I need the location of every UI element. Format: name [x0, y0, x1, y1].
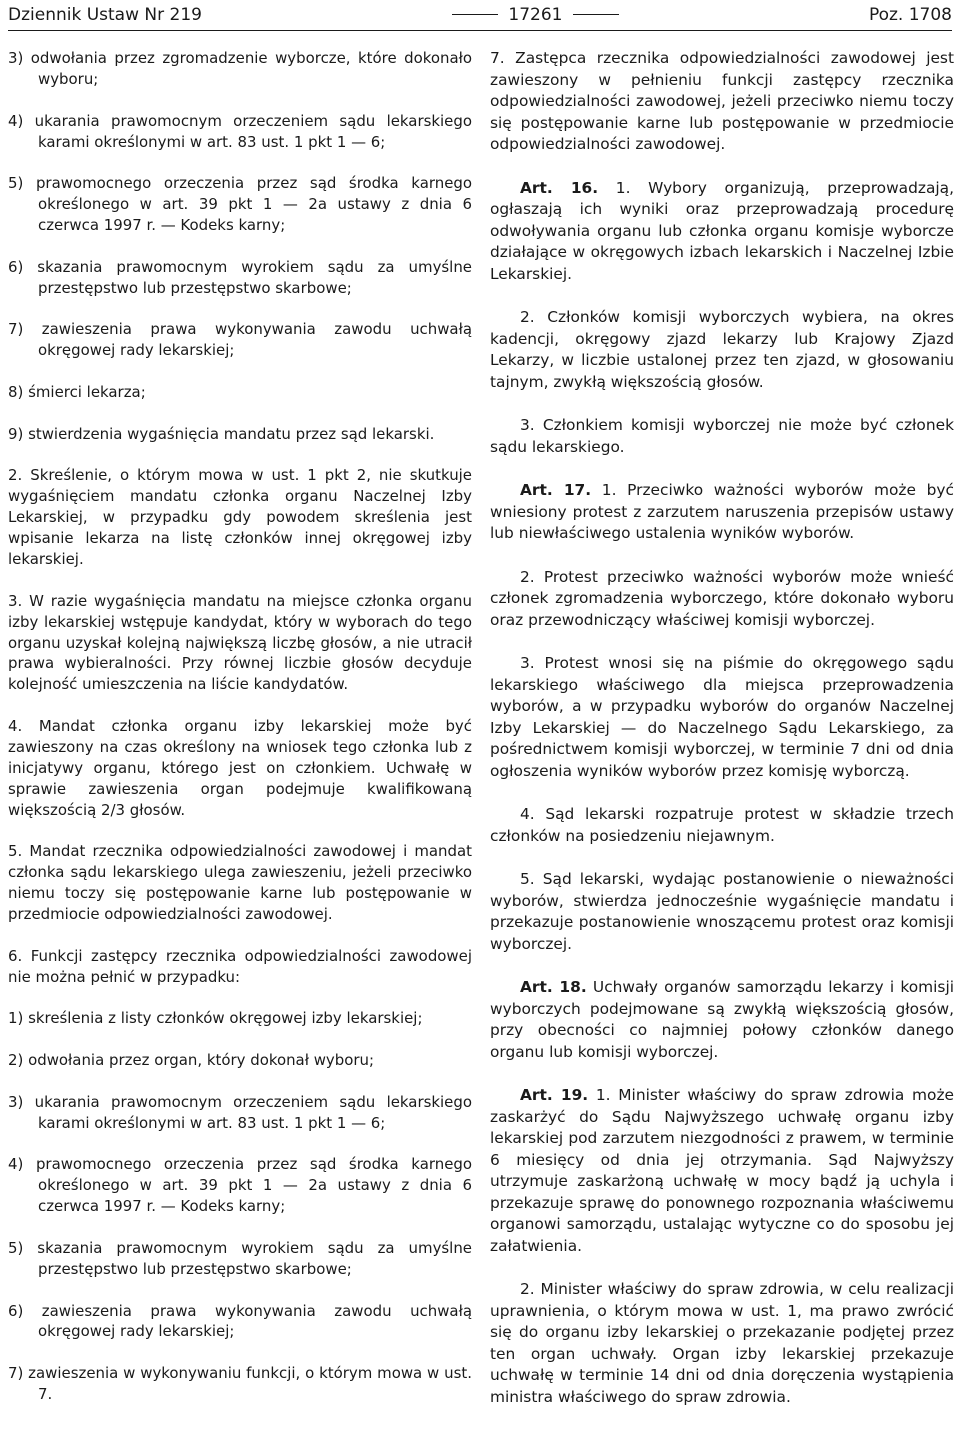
list-item [8, 424, 472, 445]
paragraph-text: 5. Mandat rzecznika odpowiedzialności zawodowej i mandat członka sądu lekarskiego ulega zawieszeniu, jeżeli przeciwko niemu toczy się postępowanie karne lub postępowanie w przedmiocie odpowiedzialności zawodowej. [8, 842, 472, 924]
paragraph-text: 3) odwołania przez zgromadzenie wyborcze, które dokonało wyboru; [8, 49, 472, 88]
paragraph [490, 567, 954, 632]
paragraph-text: 5. Sąd lekarski, wydając postanowienie o nieważności wyborów, stwierdza jednocześnie wygaśnięcie mandatu i przekazuje postanowienie wnoszącemu protest oraz komisji wyborczej. [490, 870, 954, 953]
list-item [8, 173, 472, 236]
page-number-dash-left [452, 14, 498, 15]
paragraph-text: 2. Skreślenie, o którym mowa w ust. 1 pkt 2, nie skutkuje wygaśnięciem mandatu członka organu Naczelnej Izby Lekarskiej, w przypadku gdy powodem skreślenia jest wpisanie lekarza na listę członków innej okręgowej izby lekarskiej. [8, 466, 472, 568]
paragraph-text: 9) stwierdzenia wygaśnięcia mandatu przez sąd lekarski. [8, 424, 435, 443]
paragraph-text: 5) skazania prawomocnym wyrokiem sądu za umyślne przestępstwo lub przestępstwo skarbowe; [8, 1238, 472, 1278]
list-item [8, 1301, 472, 1343]
paragraph [490, 869, 954, 955]
paragraph [490, 653, 954, 782]
paragraph-text: 4) prawomocnego orzeczenia przez sąd środka karnego określonego w art. 39 pkt 1 — 2a ustawy z dnia 6 czerwca 1997 r. — Kodeks karny; [8, 1155, 472, 1216]
list-item [8, 1092, 472, 1134]
paragraph [490, 1085, 954, 1257]
paragraph-text: 3. Protest wnosi się na piśmie do okręgowego sądu lekarskiego właściwego dla miejsca przeprowadzenia wyborów, a w przypadku wyborów do organów Naczelnej Izby Lekarskiej — do Naczelnego Sądu Lekarskiego, za pośrednictwem komisji wyborczej, w terminie 7 dni od dnia ogłoszenia wyników wyborów przez komisję wyborczą. [490, 654, 954, 780]
paragraph [8, 591, 472, 696]
paragraph-text: 1. Przeciwko ważności wyborów może być wniesiony protest z zarzutem naruszenia przepisów ustawy lub niewłaściwego ustalenia wyników wyborów. [490, 481, 954, 542]
paragraph-text: 4. Mandat członka organu izby lekarskiej może być zawieszony na czas określony na wniosek tego członka lub z inicjatywy organu, którego jest on członkiem. Uchwałę w sprawie zawieszenia organ podejmuje kwalifikowaną większością 2/3 głosów. [8, 717, 472, 819]
list-item [8, 1363, 472, 1405]
list-item [8, 319, 472, 361]
paragraph-text: 1. Minister właściwy do spraw zdrowia może zaskarżyć do Sądu Najwyższego uchwałę organu izby lekarskiej pod zarzutem niezgodności z prawem, w terminie 6 miesięcy od dnia jej otrzymania. Sąd Najwyższy utrzymuje zaskarżoną uchwałę w mocy bądź ją uchyla i przekazuje sprawę do ponownego rozpoznania właściwemu organowi samorządu, ustalając wytyczne co do sposobu jej załatwienia. [490, 1086, 954, 1255]
article-number: Art. 17. [520, 481, 592, 499]
paragraph-text: 2. Członków komisji wyborczych wybiera, na okres kadencji, okręgowy zjazd lekarzy lub Krajowy Zjazd Lekarzy, w liczbie ustalonej przez ten zjazd, w głosowaniu tajnym, zwykłą większością głosów. [490, 308, 954, 391]
page-number: 17261 [508, 4, 563, 25]
paragraph [490, 415, 954, 458]
paragraph-text: Uchwały organów samorządu lekarzy i komisji wyborczych podejmowane są zwykłą większością głosów, przy obecności co najmniej połowy członków danego organu lub komisji wyborczej. [490, 978, 955, 1061]
paragraph [490, 1279, 954, 1408]
article-number: Art. 18. [520, 978, 587, 996]
list-item [8, 1008, 472, 1029]
list-item [8, 382, 472, 403]
left-column [8, 48, 472, 1426]
paragraph [490, 804, 954, 847]
paragraph [8, 465, 472, 570]
paragraph [490, 178, 954, 286]
list-item [8, 48, 472, 90]
paragraph [8, 716, 472, 821]
paragraph-text: 2) odwołania przez organ, który dokonał wyboru; [8, 1051, 375, 1070]
paragraph-text: 3) ukarania prawomocnym orzeczeniem sądu lekarskiego karami określonymi w art. 83 ust. 1 pkt 1 — 6; [8, 1092, 472, 1132]
paragraph-text: 5) prawomocnego orzeczenia przez sąd środka karnego określonego w art. 39 pkt 1 — 2a ustawy z dnia 6 czerwca 1997 r. — Kodeks karny; [8, 174, 472, 235]
paragraph-text: 1) skreślenia z listy członków okręgowej izby lekarskiej; [8, 1009, 423, 1028]
paragraph [490, 48, 954, 156]
paragraph [490, 480, 954, 545]
page-number-group [452, 5, 618, 25]
paragraph-text: 1. Wybory organizują, przeprowadzają, ogłaszają ich wyniki oraz przeprowadzają procedurę odwoływania organu lub członka organu komisje wyborcze działające w okręgowych izbach lekarskich i Naczelnej Izbie Lekarskiej. [490, 178, 954, 283]
paragraph-text: 4. Sąd lekarski rozpatruje protest w składzie trzech członków na posiedzeniu niejawnym. [490, 805, 954, 845]
position-number: Poz. 1708 [868, 4, 952, 25]
list-item [8, 1238, 472, 1280]
page-number-dash-right [573, 14, 619, 15]
paragraph-text: 8) śmierci lekarza; [8, 382, 146, 401]
paragraph-text: 2. Protest przeciwko ważności wyborów może wnieść członek zgromadzenia wyborczego, które dokonało wyboru oraz przewodniczący właściwej komisji wyborczej. [490, 567, 954, 629]
paragraph-text: 6) zawieszenia prawa wykonywania zawodu uchwałą okręgowej rady lekarskiej; [8, 1301, 472, 1341]
paragraph-text: 6) skazania prawomocnym wyrokiem sądu za umyślne przestępstwo lub przestępstwo skarbowe; [8, 257, 472, 297]
article-number: Art. 19. [520, 1086, 589, 1104]
journal-title: Dziennik Ustaw Nr 219 [8, 4, 202, 25]
paragraph [490, 307, 954, 393]
list-item [8, 257, 472, 299]
paragraph-text: 7) zawieszenia prawa wykonywania zawodu uchwałą okręgowej rady lekarskiej; [8, 320, 472, 360]
article-number: Art. 16. [520, 178, 599, 197]
paragraph-text: 2. Minister właściwy do spraw zdrowia, w celu realizacji uprawnienia, o którym mowa w ust. 1, ma prawo zwrócić się do organu izby lekarskiej o przekazanie podjętej przez ten organ uchwały. Organ izby lekarskiej przekazuje uchwałę w terminie 14 dni od dnia doręczenia wystąpienia ministra właściwego do spraw zdrowia. [490, 1280, 954, 1406]
right-column [490, 48, 954, 1430]
list-item [8, 1154, 472, 1217]
paragraph-text: 7) zawieszenia w wykonywaniu funkcji, o którym mowa w ust. 7. [8, 1364, 472, 1404]
paragraph-text: 6. Funkcji zastępcy rzecznika odpowiedzialności zawodowej nie można pełnić w przypadku: [8, 946, 472, 986]
paragraph [490, 977, 954, 1063]
list-item [8, 111, 472, 153]
paragraph [8, 841, 472, 925]
page-header [8, 0, 952, 31]
list-item [8, 1050, 472, 1071]
paragraph-text: 7. Zastępca rzecznika odpowiedzialności zawodowej jest zawieszony w pełnieniu funkcji zastępcy rzecznika odpowiedzialności zawodowej, jeżeli przeciwko niemu toczy się postępowanie karne lub postępowanie w przedmiocie odpowiedzialności zawodowej. [490, 49, 954, 153]
paragraph [8, 946, 472, 988]
paragraph-text: 3. Członkiem komisji wyborczej nie może być członek sądu lekarskiego. [490, 416, 954, 456]
paragraph-text: 3. W razie wygaśnięcia mandatu na miejsce członka organu izby lekarskiej wstępuje kandydat, który w wyborach do tego organu uzyskał kolejną największą liczbę głosów, a nie utracił prawa wybieralności. Przy równej liczbie głosów decyduje kolejność umieszczenia na liście kandydatów. [8, 591, 472, 694]
paragraph-text: 4) ukarania prawomocnym orzeczeniem sądu lekarskiego karami określonymi w art. 83 ust. 1 pkt 1 — 6; [8, 111, 472, 151]
